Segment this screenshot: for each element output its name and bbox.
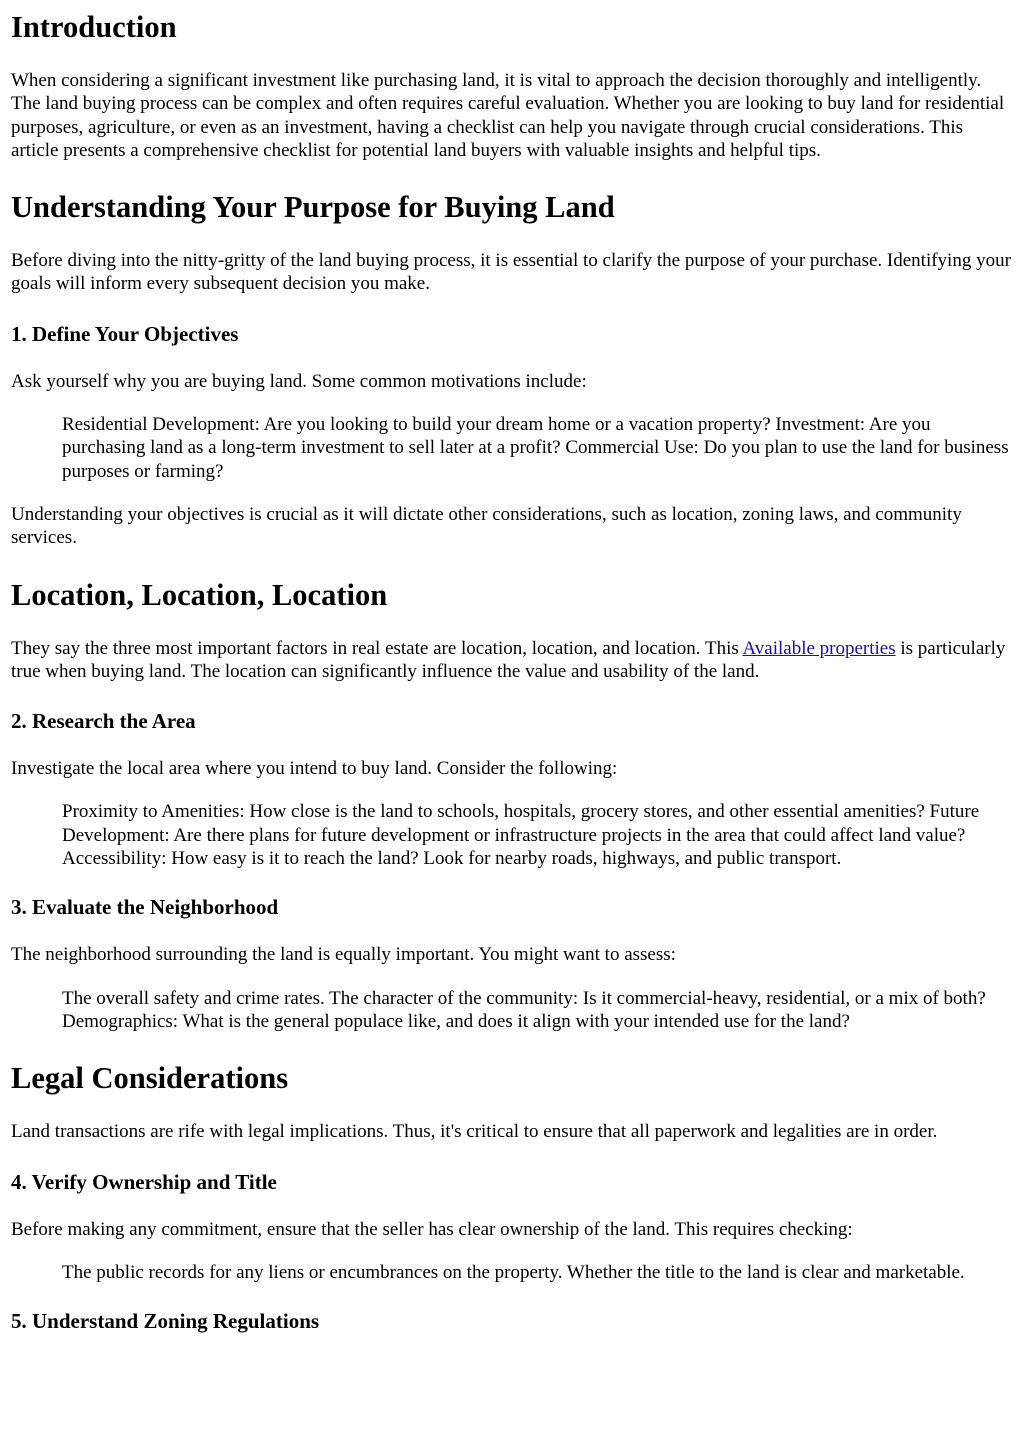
- purpose-paragraph: Before diving into the nitty-gritty of the land buying process, it is essential to clarify the purpose of your purchase. Identifying your goals will inform every subsequent decision you make.: [11, 250, 1011, 295]
- heading-purpose: Understanding Your Purpose for Buying Land: [11, 190, 615, 225]
- location-paragraph: [11, 637, 1013, 684]
- subheading-research-area: 2. Research the Area: [11, 709, 196, 734]
- heading-introduction: Introduction: [11, 10, 177, 44]
- objectives-follow: Understanding your objectives is crucial as it will dictate other considerations, such as location, zoning laws, and community services.: [11, 503, 962, 549]
- objectives-quote: Residential Development: Are you looking to build your dream home or a vacation property? Investment: Are you purchasing land as a long-term investment to sell later at a profit? Commercial Use: Do you plan to use the land for business purposes or farming?: [62, 414, 1009, 482]
- neighborhood-lead: The neighborhood surrounding the land is equally important. You might want to assess:: [11, 944, 676, 966]
- article: [0, 9, 1024, 1334]
- neighborhood-quote: The overall safety and crime rates. The character of the community: Is it commercial-heavy, residential, or a mix of both? Demographics: What is the general populace like, and does it align with your intended use for the land?: [62, 987, 986, 1032]
- ownership-lead: Before making any commitment, ensure that the seller has clear ownership of the land. This requires checking:: [11, 1218, 853, 1240]
- ownership-quote: The public records for any liens or encumbrances on the property. Whether the title to the land is clear and marketable.: [62, 1261, 965, 1283]
- location-text-after-link: is particularly true when buying land. The location can significantly influence the value and usability of the land.: [11, 637, 1006, 682]
- research-quote: Proximity to Amenities: How close is the land to schools, hospitals, grocery stores, and other essential amenities? Future Development: Are there plans for future development or infrastructure projects in the area that could affect land value? Accessibility: How easy is it to reach the land? Look for nearby roads, highways, and public transport.: [62, 801, 980, 870]
- subheading-evaluate-neighborhood: 3. Evaluate the Neighborhood: [11, 895, 279, 920]
- legal-paragraph: Land transactions are rife with legal implications. Thus, it's critical to ensure that all paperwork and legalities are in order.: [11, 1121, 938, 1143]
- heading-legal: Legal Considerations: [11, 1061, 289, 1096]
- intro-paragraph: When considering a significant investment like purchasing land, it is vital to approach the decision thoroughly and intelligently. The land buying process can be complex and often requires careful evaluation. Whether you are looking to buy land for residential purposes, agriculture, or even as an investment, having a checklist can help you navigate through crucial considerations. This article presents a comprehensive checklist for potential land buyers with valuable insights and helpful tips.: [11, 70, 1005, 161]
- subheading-zoning: 5. Understand Zoning Regulations: [11, 1309, 320, 1334]
- subheading-verify-ownership: 4. Verify Ownership and Title: [11, 1169, 277, 1194]
- research-lead: Investigate the local area where you intend to buy land. Consider the following:: [11, 758, 618, 780]
- available-properties-link[interactable]: Available properties: [742, 637, 896, 659]
- heading-location: Location, Location, Location: [11, 577, 388, 612]
- objectives-lead: Ask yourself why you are buying land. Some common motivations include:: [11, 370, 587, 392]
- subheading-define-objectives: 1. Define Your Objectives: [11, 321, 239, 346]
- location-text-before-link: They say the three most important factors in real estate are location, location, and location. This: [11, 637, 743, 659]
